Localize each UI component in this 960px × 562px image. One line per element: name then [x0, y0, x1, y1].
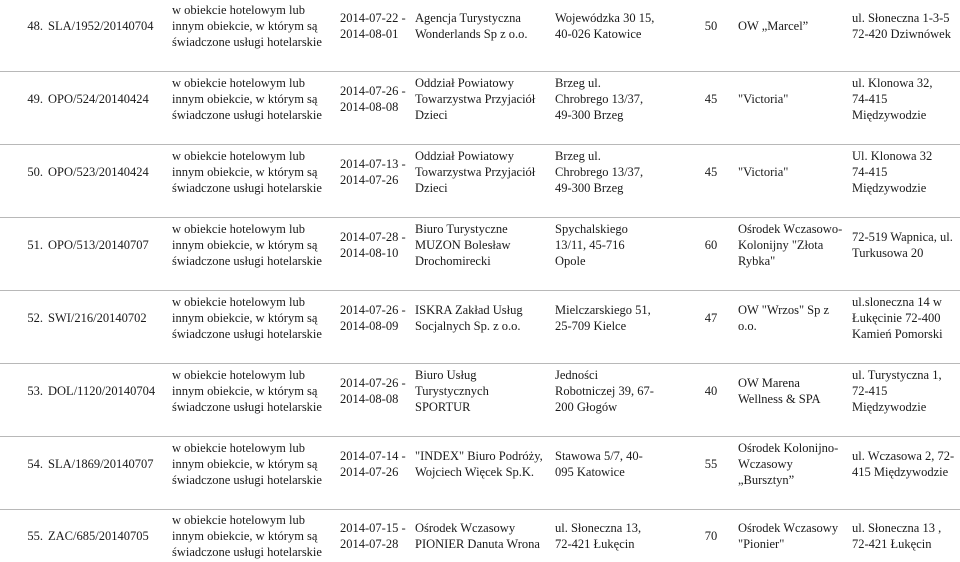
organizer-address-line: Jedności [555, 367, 686, 383]
venue-address-line: 72-421 Łukęcin [852, 536, 956, 552]
organizer-name-line: Oddział Powiatowy [415, 148, 551, 164]
accommodation-type-line: innym obiekcie, w którym są [172, 91, 336, 107]
table-row [0, 72, 960, 126]
venue-name-line: Ośrodek Wczasowo- [738, 221, 840, 237]
row-spacer [0, 417, 960, 437]
registry-number: SLA/1869/20140707 [48, 437, 172, 491]
places-count: 60 [690, 218, 732, 272]
venue-address-line: 415 Międzywodzie [852, 464, 956, 480]
organizer-address-line: Mielczarskiego 51, [555, 302, 686, 318]
stay-period-line: 2014-07-15 - [340, 520, 411, 536]
registry-number: OPO/513/20140707 [48, 218, 172, 272]
row-number: 55. [0, 510, 48, 562]
venue-address-line: ul. Słoneczna 1-3-5 [852, 10, 956, 26]
stay-period-line: 2014-08-09 [340, 318, 411, 334]
accommodation-type-line: świadczone usługi hotelarskie [172, 253, 336, 269]
stay-period-line: 2014-07-26 - [340, 375, 411, 391]
stay-period-line: 2014-07-22 - [340, 10, 411, 26]
table-row [0, 437, 960, 491]
organizer-name-line: Drochomirecki [415, 253, 551, 269]
venue-name-line: "Victoria" [738, 91, 840, 107]
organizer-address-line: 49-300 Brzeg [555, 107, 686, 123]
organizer-address-line: 13/11, 45-716 [555, 237, 686, 253]
stay-period [340, 364, 415, 418]
venue-address-line: 74-415 [852, 164, 956, 180]
organizer-name-line: Wojciech Więcek Sp.K. [415, 464, 551, 480]
organizer-address [555, 364, 690, 418]
organizer-name [415, 0, 555, 52]
stay-period-line: 2014-07-13 - [340, 156, 411, 172]
registry-number: OPO/524/20140424 [48, 72, 172, 126]
organizer-address-line: 25-709 Kielce [555, 318, 686, 334]
organizer-name-line: Biuro Turystyczne [415, 221, 551, 237]
venue-address [844, 291, 960, 345]
accommodation-type-line: innym obiekcie, w którym są [172, 237, 336, 253]
organizer-name [415, 218, 555, 272]
row-number: 50. [0, 145, 48, 199]
venue-address-line: Międzywodzie [852, 180, 956, 196]
venue-name-line: Wczasowy [738, 456, 840, 472]
accommodation-type-line: świadczone usługi hotelarskie [172, 34, 336, 50]
venue-name-line: Kolonijny "Złota [738, 237, 840, 253]
organizer-name [415, 145, 555, 199]
row-spacer [0, 344, 960, 364]
organizer-address-line: 095 Katowice [555, 464, 686, 480]
accommodation-type-line: świadczone usługi hotelarskie [172, 180, 336, 196]
organizer-name-line: Dzieci [415, 107, 551, 123]
venue-address-line: ul.sloneczna 14 w [852, 294, 956, 310]
organizer-name-line: "INDEX" Biuro Podróży, [415, 448, 551, 464]
organizer-address [555, 218, 690, 272]
venue-name [732, 364, 844, 418]
venue-name [732, 291, 844, 345]
organizer-address-line: Chrobrego 13/37, [555, 164, 686, 180]
venue-name-line: "Pionier" [738, 536, 840, 552]
row-spacer-cell [0, 417, 960, 437]
stay-period-line: 2014-08-08 [340, 391, 411, 407]
organizer-name [415, 510, 555, 562]
organizer-name-line: Turystycznych [415, 383, 551, 399]
venue-name-line: Ośrodek Wczasowy [738, 520, 840, 536]
places-count: 40 [690, 364, 732, 418]
row-number: 48. [0, 0, 48, 52]
venue-name [732, 72, 844, 126]
accommodation-type [172, 291, 340, 345]
venue-name-line: OW "Wrzos" Sp z [738, 302, 840, 318]
organizer-address-line: Spychalskiego [555, 221, 686, 237]
venue-address-line: ul. Wczasowa 2, 72- [852, 448, 956, 464]
places-count: 45 [690, 145, 732, 199]
venue-address-line: 72-420 Dziwnówek [852, 26, 956, 42]
row-spacer [0, 52, 960, 72]
accommodation-type [172, 510, 340, 562]
accommodation-type-line: świadczone usługi hotelarskie [172, 107, 336, 123]
venue-name-line: OW „Marcel” [738, 18, 840, 34]
stay-period-line: 2014-07-26 - [340, 83, 411, 99]
organizer-address [555, 510, 690, 562]
organizer-name [415, 291, 555, 345]
registry-number: ZAC/685/20140705 [48, 510, 172, 562]
organizer-name-line: PIONIER Danuta Wrona [415, 536, 551, 552]
stay-period-line: 2014-08-08 [340, 99, 411, 115]
stay-period-line: 2014-07-26 [340, 464, 411, 480]
stay-period-line: 2014-07-26 [340, 172, 411, 188]
venue-name [732, 145, 844, 199]
accommodation-type-line: w obiekcie hotelowym lub [172, 148, 336, 164]
accommodation-type [172, 145, 340, 199]
venue-name-line: "Victoria" [738, 164, 840, 180]
stay-period [340, 437, 415, 491]
organizer-address-line: ul. Słoneczna 13, [555, 520, 686, 536]
registry-number: SLA/1952/20140704 [48, 0, 172, 52]
organizer-address [555, 72, 690, 126]
registry-number: DOL/1120/20140704 [48, 364, 172, 418]
venue-address-line: Ul. Klonowa 32 [852, 148, 956, 164]
organizer-address [555, 145, 690, 199]
organizer-address-line: Brzeg ul. [555, 75, 686, 91]
organizer-name [415, 437, 555, 491]
venue-address-line: Międzywodzie [852, 399, 956, 415]
venue-name [732, 437, 844, 491]
venue-name [732, 218, 844, 272]
registry-number: OPO/523/20140424 [48, 145, 172, 199]
row-number: 49. [0, 72, 48, 126]
organizer-name [415, 364, 555, 418]
stay-period-line: 2014-07-26 - [340, 302, 411, 318]
row-spacer-cell [0, 344, 960, 364]
organizer-address-line: 40-026 Katowice [555, 26, 686, 42]
stay-period [340, 72, 415, 126]
accommodation-type-line: w obiekcie hotelowym lub [172, 75, 336, 91]
organizer-name-line: Towarzystwa Przyjaciół [415, 91, 551, 107]
venue-address-line: Międzywodzie [852, 107, 956, 123]
places-count: 55 [690, 437, 732, 491]
organizer-address [555, 437, 690, 491]
venue-address [844, 145, 960, 199]
places-count: 70 [690, 510, 732, 562]
organizer-name-line: SPORTUR [415, 399, 551, 415]
row-spacer-cell [0, 198, 960, 218]
venue-name-line: OW Marena [738, 375, 840, 391]
venue-address [844, 437, 960, 491]
venue-address [844, 218, 960, 272]
row-spacer [0, 271, 960, 291]
venue-address [844, 364, 960, 418]
venue-address-line: Łukęcinie 72-400 [852, 310, 956, 326]
organizer-name-line: Towarzystwa Przyjaciół [415, 164, 551, 180]
venue-address-line: Kamień Pomorski [852, 326, 956, 342]
organizer-address-line: 49-300 Brzeg [555, 180, 686, 196]
stay-period-line: 2014-08-10 [340, 245, 411, 261]
organizer-address-line: Wojewódzka 30 15, [555, 10, 686, 26]
organizer-address-line: Robotniczej 39, 67- [555, 383, 686, 399]
places-count: 47 [690, 291, 732, 345]
organizer-name-line: Ośrodek Wczasowy [415, 520, 551, 536]
venue-address [844, 72, 960, 126]
accommodation-type-line: innym obiekcie, w którym są [172, 18, 336, 34]
accommodation-type-line: innym obiekcie, w którym są [172, 310, 336, 326]
accommodation-type [172, 437, 340, 491]
accommodation-type-line: innym obiekcie, w którym są [172, 383, 336, 399]
row-spacer [0, 125, 960, 145]
organizer-address-line: 72-421 Łukęcin [555, 536, 686, 552]
row-number: 52. [0, 291, 48, 345]
accommodation-type-line: świadczone usługi hotelarskie [172, 399, 336, 415]
organizer-name [415, 72, 555, 126]
accommodation-type [172, 0, 340, 52]
accommodation-type-line: w obiekcie hotelowym lub [172, 512, 336, 528]
organizer-address-line: Chrobrego 13/37, [555, 91, 686, 107]
organizer-name-line: ISKRA Zakład Usług [415, 302, 551, 318]
accommodation-type-line: w obiekcie hotelowym lub [172, 221, 336, 237]
accommodation-type-line: innym obiekcie, w którym są [172, 456, 336, 472]
organizer-name-line: Wonderlands Sp z o.o. [415, 26, 551, 42]
row-number: 51. [0, 218, 48, 272]
venue-address-line: ul. Turystyczna 1, [852, 367, 956, 383]
organizer-name-line: Biuro Usług [415, 367, 551, 383]
venue-name-line: Wellness & SPA [738, 391, 840, 407]
places-count: 45 [690, 72, 732, 126]
organizer-name-line: MUZON Bolesław [415, 237, 551, 253]
venue-address-line: 72-415 [852, 383, 956, 399]
organizer-address-line: Opole [555, 253, 686, 269]
row-spacer [0, 198, 960, 218]
organizer-address-line: 200 Głogów [555, 399, 686, 415]
accommodation-type [172, 72, 340, 126]
accommodation-type-line: innym obiekcie, w którym są [172, 528, 336, 544]
organizer-name-line: Dzieci [415, 180, 551, 196]
places-count: 50 [690, 0, 732, 52]
venue-address-line: Turkusowa 20 [852, 245, 956, 261]
row-spacer-cell [0, 125, 960, 145]
accommodation-type-line: w obiekcie hotelowym lub [172, 294, 336, 310]
venue-name-line: Ośrodek Kolonijno- [738, 440, 840, 456]
registry-number: SWI/216/20140702 [48, 291, 172, 345]
stay-period [340, 145, 415, 199]
venue-name-line: „Bursztyn” [738, 472, 840, 488]
row-number: 53. [0, 364, 48, 418]
accommodation-type [172, 364, 340, 418]
organizer-name-line: Oddział Powiatowy [415, 75, 551, 91]
table-row [0, 218, 960, 272]
venue-name [732, 0, 844, 52]
venue-name [732, 510, 844, 562]
accommodation-type-line: świadczone usługi hotelarskie [172, 472, 336, 488]
row-spacer-cell [0, 52, 960, 72]
organizer-address-line: Stawowa 5/7, 40- [555, 448, 686, 464]
organizer-address-line: Brzeg ul. [555, 148, 686, 164]
accommodation-type-line: w obiekcie hotelowym lub [172, 2, 336, 18]
stay-period-line: 2014-07-28 [340, 536, 411, 552]
organizer-address [555, 0, 690, 52]
venue-name-line: o.o. [738, 318, 840, 334]
table-row [0, 510, 960, 562]
row-spacer-cell [0, 271, 960, 291]
row-number: 54. [0, 437, 48, 491]
accommodation-type-line: innym obiekcie, w którym są [172, 164, 336, 180]
stay-period [340, 218, 415, 272]
organizer-name-line: Socjalnych Sp. z o.o. [415, 318, 551, 334]
accommodation-type [172, 218, 340, 272]
venue-address [844, 510, 960, 562]
accommodation-type-line: świadczone usługi hotelarskie [172, 326, 336, 342]
stay-period-line: 2014-07-28 - [340, 229, 411, 245]
organizer-name-line: Agencja Turystyczna [415, 10, 551, 26]
stay-period [340, 510, 415, 562]
stay-period-line: 2014-08-01 [340, 26, 411, 42]
accommodation-type-line: w obiekcie hotelowym lub [172, 440, 336, 456]
organizer-address [555, 291, 690, 345]
venue-address-line: 74-415 [852, 91, 956, 107]
venue-address-line: 72-519 Wapnica, ul. [852, 229, 956, 245]
stay-period [340, 291, 415, 345]
venue-name-line: Rybka" [738, 253, 840, 269]
table-row [0, 145, 960, 199]
table-row [0, 364, 960, 418]
venue-address [844, 0, 960, 52]
table-row [0, 0, 960, 52]
accommodation-type-line: w obiekcie hotelowym lub [172, 367, 336, 383]
stay-period [340, 0, 415, 52]
table-row [0, 291, 960, 345]
stay-period-line: 2014-07-14 - [340, 448, 411, 464]
venue-address-line: ul. Klonowa 32, [852, 75, 956, 91]
venue-address-line: ul. Słoneczna 13 , [852, 520, 956, 536]
accommodation-type-line: świadczone usługi hotelarskie [172, 544, 336, 560]
